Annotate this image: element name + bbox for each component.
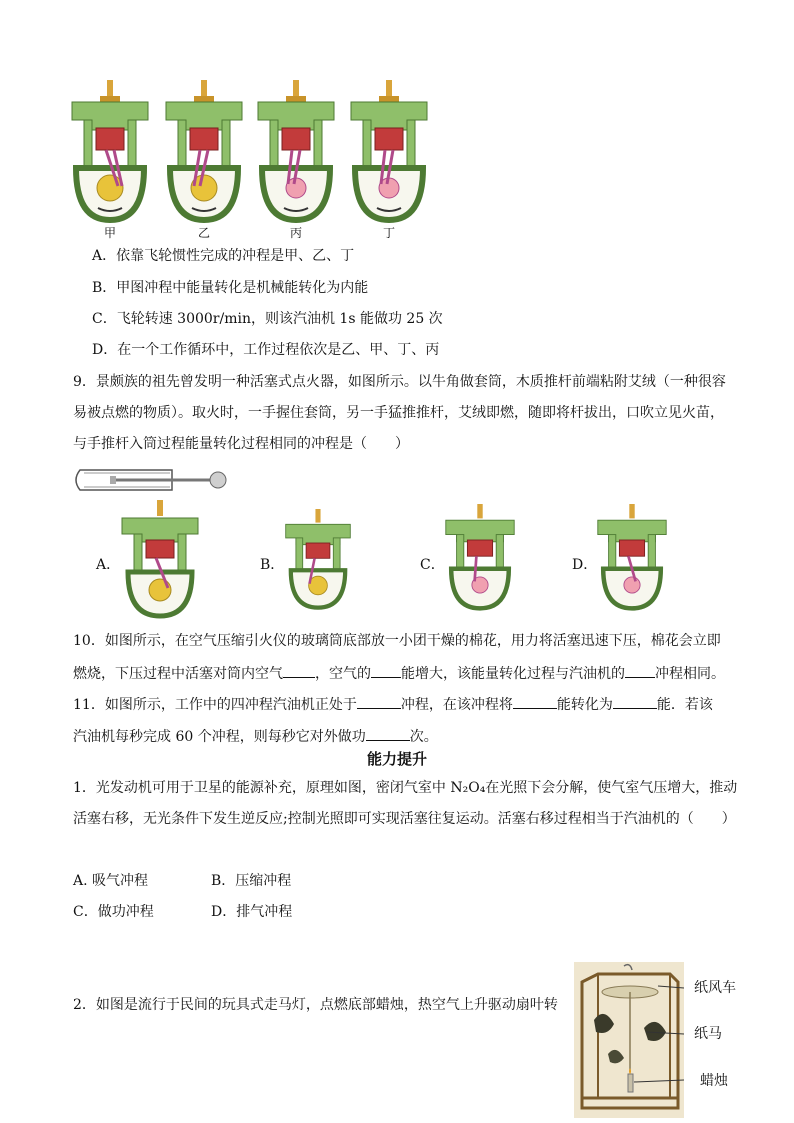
q11-text-5: 汽油机每秒完成 60 个冲程，则每秒它对外做功 xyxy=(73,729,366,745)
q10-blank-2[interactable] xyxy=(371,663,401,678)
q9-option-d-engine[interactable] xyxy=(596,500,668,616)
q9-option-label-a: A． xyxy=(96,557,121,573)
engine-diagram-ding xyxy=(349,80,429,225)
q9-option-c-engine[interactable] xyxy=(444,500,516,616)
q10-blank-3[interactable] xyxy=(625,663,655,678)
q10-text-4: 冲程相同。 xyxy=(655,666,725,682)
engine-diagram-yi xyxy=(164,80,244,225)
fire-piston-igniter-figure xyxy=(72,464,232,496)
q11-text-2: 冲程，在该冲程将 xyxy=(400,697,513,713)
p1-option-d: D．排气冲程 xyxy=(211,904,293,920)
q10-text-1: 燃烧，下压过程中活塞对筒内空气 xyxy=(73,666,283,682)
caption-jia: 甲 xyxy=(103,226,116,240)
q11-text-4: 能．若该 xyxy=(656,697,713,713)
engine-diagram-bing xyxy=(256,80,336,225)
q9-line-3: 与手推杆入筒过程能量转化过程相同的冲程是（ ） xyxy=(73,436,409,452)
q11-text-3: 能转化为 xyxy=(556,697,613,713)
q8-option-c: C．飞轮转速 3000r/min，则该汽油机 1s 能做功 25 次 xyxy=(92,311,443,327)
q9-option-label-d: D． xyxy=(572,557,598,573)
p1-line-1: 1．光发动机可用于卫星的能源补充，原理如图，密闭气室中 N₂O₄在光照下会分解，使气室气压增大，推动 xyxy=(73,780,738,796)
q10-text-3: 能增大，该能量转化过程与汽油机的 xyxy=(401,666,625,682)
q9-line-2: 易被点燃的物质）。取火时，一手握住套筒，另一手猛推推杆，艾绒即燃，随即将杆拔出，口吹立见火苗， xyxy=(73,405,724,421)
q10-blank-1[interactable] xyxy=(283,663,315,678)
section-title: 能力提升 xyxy=(366,750,427,768)
q9-option-label-b: B． xyxy=(260,557,285,573)
caption-ding: 丁 xyxy=(382,226,395,240)
q11-blank-1[interactable] xyxy=(357,694,401,709)
q9-option-a-engine[interactable] xyxy=(120,500,200,620)
trotting-horse-lantern-figure xyxy=(574,962,684,1118)
p1-line-2: 活塞右移，无光条件下发生逆反应;控制光照即可实现活塞往复运动。活塞右移过程相当于汽油机的（ ） xyxy=(73,811,736,827)
q10-line-2 xyxy=(73,663,725,683)
q11-line-1 xyxy=(73,694,713,714)
q11-blank-4[interactable] xyxy=(366,726,410,741)
q9-option-label-c: C． xyxy=(420,557,445,573)
q9-option-b-engine[interactable] xyxy=(284,504,352,616)
q8-option-b: B．甲图冲程中能量转化是机械能转化为内能 xyxy=(92,280,369,296)
q9-line-1: 9．景颇族的祖先曾发明一种活塞式点火器，如图所示。以牛角做套筒，木质推杆前端粘附艾绒（一种很容 xyxy=(73,374,726,390)
q8-option-d: D．在一个工作循环中，工作过程依次是乙、甲、丁、丙 xyxy=(92,342,440,358)
p1-option-b: B．压缩冲程 xyxy=(211,873,292,889)
q11-blank-2[interactable] xyxy=(513,694,557,709)
q11-line-2 xyxy=(73,726,438,746)
q8-option-a: A．依靠飞轮惯性完成的冲程是甲、乙、丁 xyxy=(92,248,355,264)
caption-bing: 丙 xyxy=(289,226,302,240)
q11-blank-3[interactable] xyxy=(613,694,657,709)
q10-text-2: ，空气的 xyxy=(315,666,371,682)
label-paper-windmill: 纸风车 xyxy=(694,980,736,996)
p1-option-a: A. 吸气冲程 xyxy=(73,873,149,889)
caption-yi: 乙 xyxy=(197,226,210,240)
q10-line-1: 10．如图所示，在空气压缩引火仪的玻璃筒底部放一小团干燥的棉花，用力将活塞迅速下压，棉花会立即 xyxy=(73,633,721,649)
q11-text-6: 次。 xyxy=(409,729,438,745)
p1-option-c: C．做功冲程 xyxy=(73,904,154,920)
q11-text-1: 11．如图所示，工作中的四冲程汽油机正处于 xyxy=(73,697,357,713)
label-candle: 蜡烛 xyxy=(700,1073,728,1089)
label-paper-horse: 纸马 xyxy=(694,1026,722,1042)
engine-diagram-jia xyxy=(70,80,150,225)
p2-line: 2．如图是流行于民间的玩具式走马灯，点燃底部蜡烛，热空气上升驱动扇叶转 xyxy=(73,997,558,1013)
